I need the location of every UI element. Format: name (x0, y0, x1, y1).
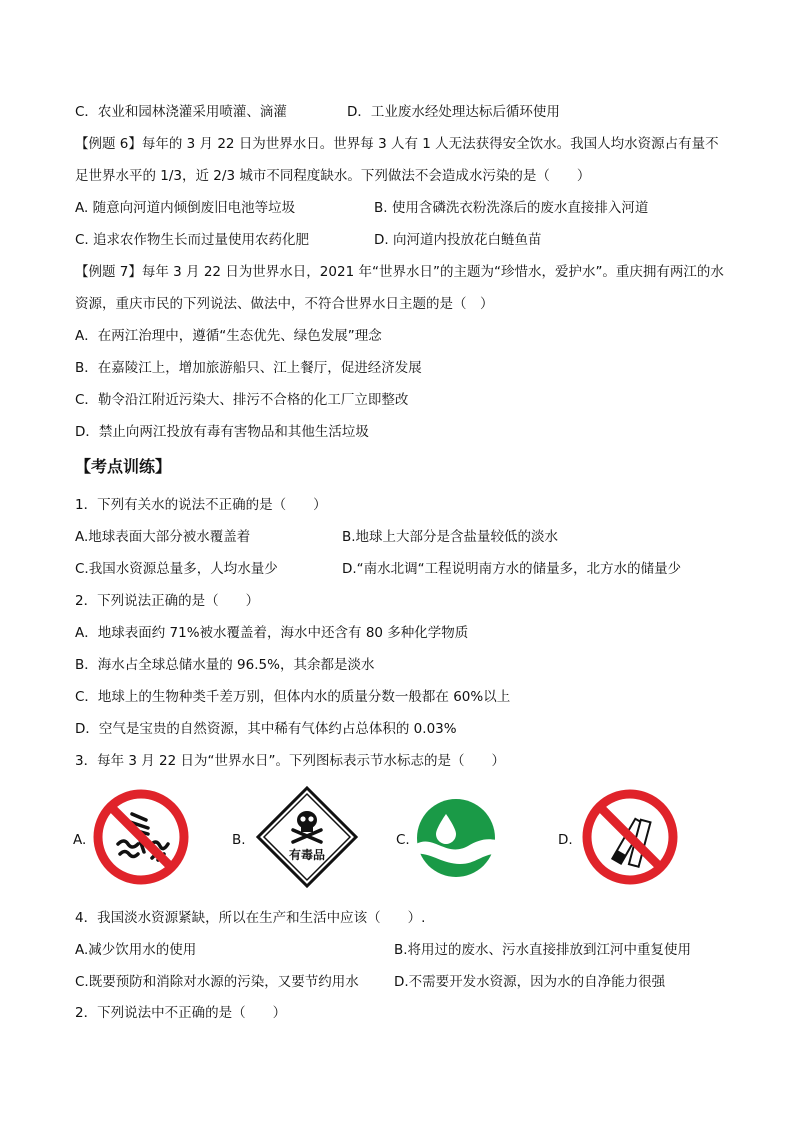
q1-stem: 1．下列有关水的说法不正确的是（ ） (75, 497, 327, 513)
q2-option-d: D．空气是宝贵的自然资源，其中稀有气体约占总体积的 0.03% (75, 721, 457, 737)
example6-option-b: B. 使用含磷洗衣粉洗涤后的废水直接排入河道 (374, 200, 649, 216)
q1-option-a: A.地球表面大部分被水覆盖着 (75, 529, 251, 545)
example6-line2: 足世界水平的 1/3，近 2/3 城市不同程度缺水。下列做法不会造成水污染的是（ ） (75, 168, 591, 184)
no-smoking-icon (581, 788, 679, 886)
no-sewage-icon (92, 788, 190, 886)
example6-option-c: C. 追求农作物生长而过量使用农药化肥 (75, 232, 310, 248)
q4-option-b: B.将用过的废水、污水直接排放到江河中重复使用 (394, 942, 692, 958)
toxic-label: 有毒品 (288, 848, 325, 862)
q1-option-c: C.我国水资源总量多，人均水量少 (75, 561, 278, 577)
example7-option-b: B．在嘉陵江上，增加旅游船只、江上餐厅，促进经济发展 (75, 360, 422, 376)
example7-option-c: C．勒令沿江附近污染大、排污不合格的化工厂立即整改 (75, 392, 409, 408)
q5-stem: 2．下列说法中不正确的是（ ） (75, 1005, 287, 1021)
example6-line1: 【例题 6】每年的 3 月 22 日为世界水日。世界每 3 人有 1 人无法获得安全饮水。我国人均水资源占有量不 (75, 136, 719, 152)
q3-label-c: C. (396, 832, 410, 848)
example7-line2: 资源，重庆市民的下列说法、做法中，不符合世界水日主题的是（ ） (75, 296, 494, 312)
q3-label-d: D. (558, 832, 573, 848)
q1-option-b: B.地球上大部分是含盐量较低的淡水 (342, 529, 559, 545)
example7-line1: 【例题 7】每年 3 月 22 日为世界水日，2021 年“世界水日”的主题为“珍惜水，爱护水”。重庆拥有两江的水 (75, 264, 724, 280)
example7-option-d: D．禁止向两江投放有毒有害物品和其他生活垃圾 (75, 424, 369, 440)
q3-label-b: B. (232, 832, 246, 848)
example6-option-a: A. 随意向河道内倾倒废旧电池等垃圾 (75, 200, 296, 216)
option-c: C．农业和园林浇灌采用喷灌、滴灌 (75, 104, 287, 120)
section-title: 【考点训练】 (75, 457, 172, 476)
toxic-hazard-icon (256, 786, 358, 888)
q2-option-b: B．海水占全球总储水量的 96.5%，其余都是淡水 (75, 657, 375, 673)
q4-option-c: C.既要预防和消除对水源的污染，又要节约用水 (75, 974, 359, 990)
q1-option-d: D.“南水北调“工程说明南方水的储量多，北方水的储量少 (342, 561, 682, 577)
q4-option-a: A.减少饮用水的使用 (75, 942, 197, 958)
q4-option-d: D.不需要开发水资源，因为水的自净能力很强 (394, 974, 666, 990)
q4-stem: 4．我国淡水资源紧缺，所以在生产和生活中应该（ ）. (75, 910, 426, 926)
example6-option-d: D. 向河道内投放花白鲢鱼苗 (374, 232, 542, 248)
water-saving-icon (416, 798, 496, 878)
q2-option-c: C．地球上的生物种类千差万别，但体内水的质量分数一般都在 60%以上 (75, 689, 511, 705)
q3-label-a: A. (73, 832, 87, 848)
example7-option-a: A．在两江治理中，遵循“生态优先、绿色发展”理念 (75, 328, 382, 344)
q2-stem: 2．下列说法正确的是（ ） (75, 593, 260, 609)
option-d: D．工业废水经处理达标后循环使用 (347, 104, 560, 120)
q2-option-a: A．地球表面约 71%被水覆盖着，海水中还含有 80 多种化学物质 (75, 625, 469, 641)
q3-stem: 3．每年 3 月 22 日为“世界水日”。下列图标表示节水标志的是（ ） (75, 753, 506, 769)
